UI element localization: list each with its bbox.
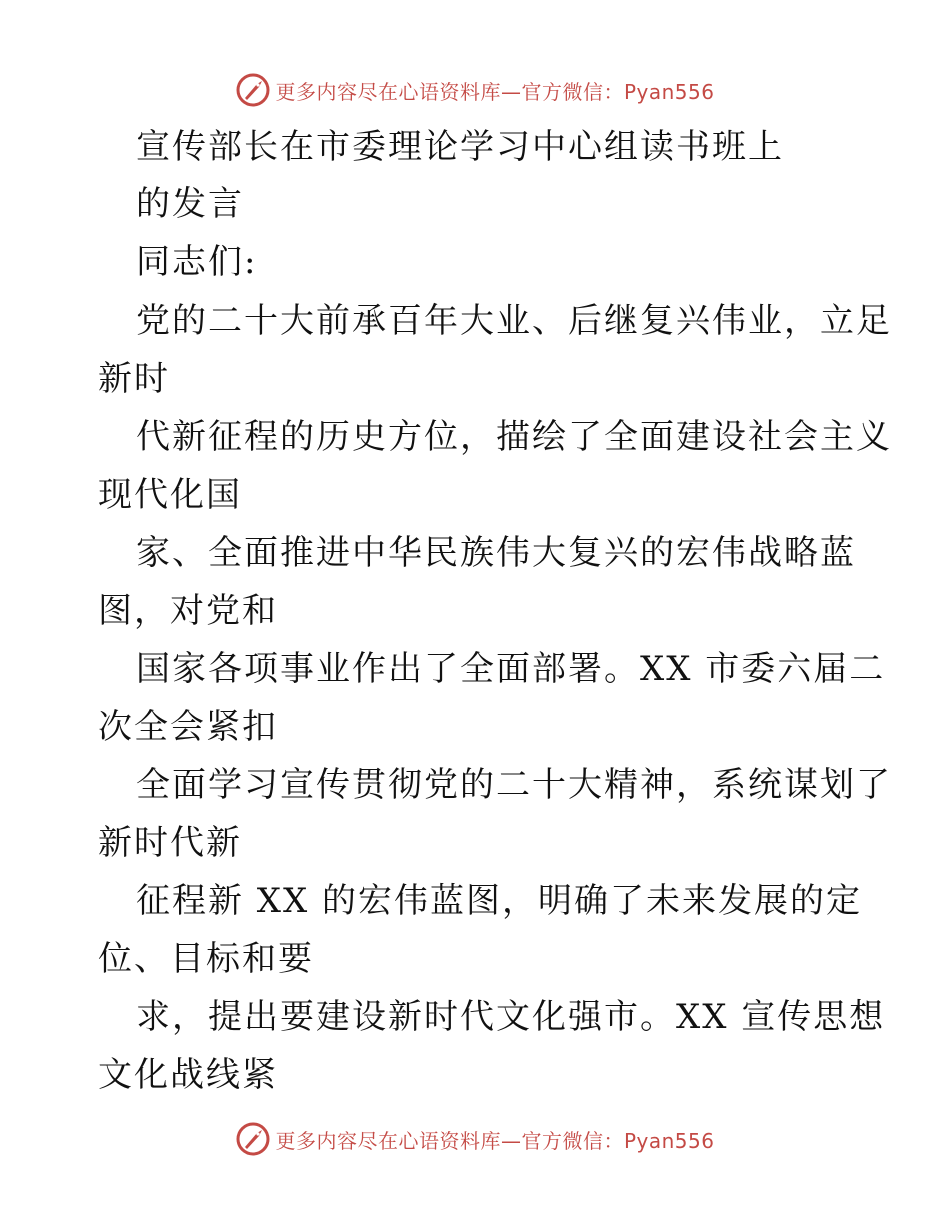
paragraph-line: 党的二十大前承百年大业、后继复兴伟业，立足 [136, 301, 892, 341]
watermark-text: 更多内容尽在心语资料库—官方微信：Pyan556 [275, 1128, 715, 1153]
paragraph-line: 求，提出要建设新时代文化强市。XX 宣传思想 [136, 997, 886, 1037]
paragraph-line: 图，对党和 [98, 591, 278, 631]
doc-title-line-2: 的发言 [136, 184, 244, 224]
paragraph-line: 位、目标和要 [98, 939, 314, 979]
watermark-text: 更多内容尽在心语资料库—官方微信：Pyan556 [275, 79, 715, 104]
paragraph-line: 新时 [98, 359, 170, 399]
paragraph-line: 家、全面推进中华民族伟大复兴的宏伟战略蓝 [136, 533, 856, 573]
paragraph-line: 文化战线紧 [98, 1055, 278, 1095]
header-watermark-banner [0, 70, 950, 110]
paragraph-line: 国家各项事业作出了全面部署。XX 市委六届二 [136, 649, 886, 689]
paragraph-line: 现代化国 [98, 475, 242, 515]
pen-nib-logo-icon [235, 1121, 271, 1157]
paragraph-line: 代新征程的历史方位，描绘了全面建设社会主义 [136, 417, 892, 457]
paragraph-line: 全面学习宣传贯彻党的二十大精神，系统谋划了 [136, 765, 892, 805]
paragraph-line: 新时代新 [98, 823, 242, 863]
paragraph-line: 征程新 XX 的宏伟蓝图，明确了未来发展的定 [136, 881, 863, 921]
pen-nib-logo-icon [235, 72, 271, 108]
salutation: 同志们: [136, 242, 258, 282]
paragraph-line: 次全会紧扣 [98, 707, 278, 747]
footer-watermark-banner [0, 1119, 950, 1159]
doc-title-line-1: 宣传部长在市委理论学习中心组读书班上 [136, 127, 784, 167]
